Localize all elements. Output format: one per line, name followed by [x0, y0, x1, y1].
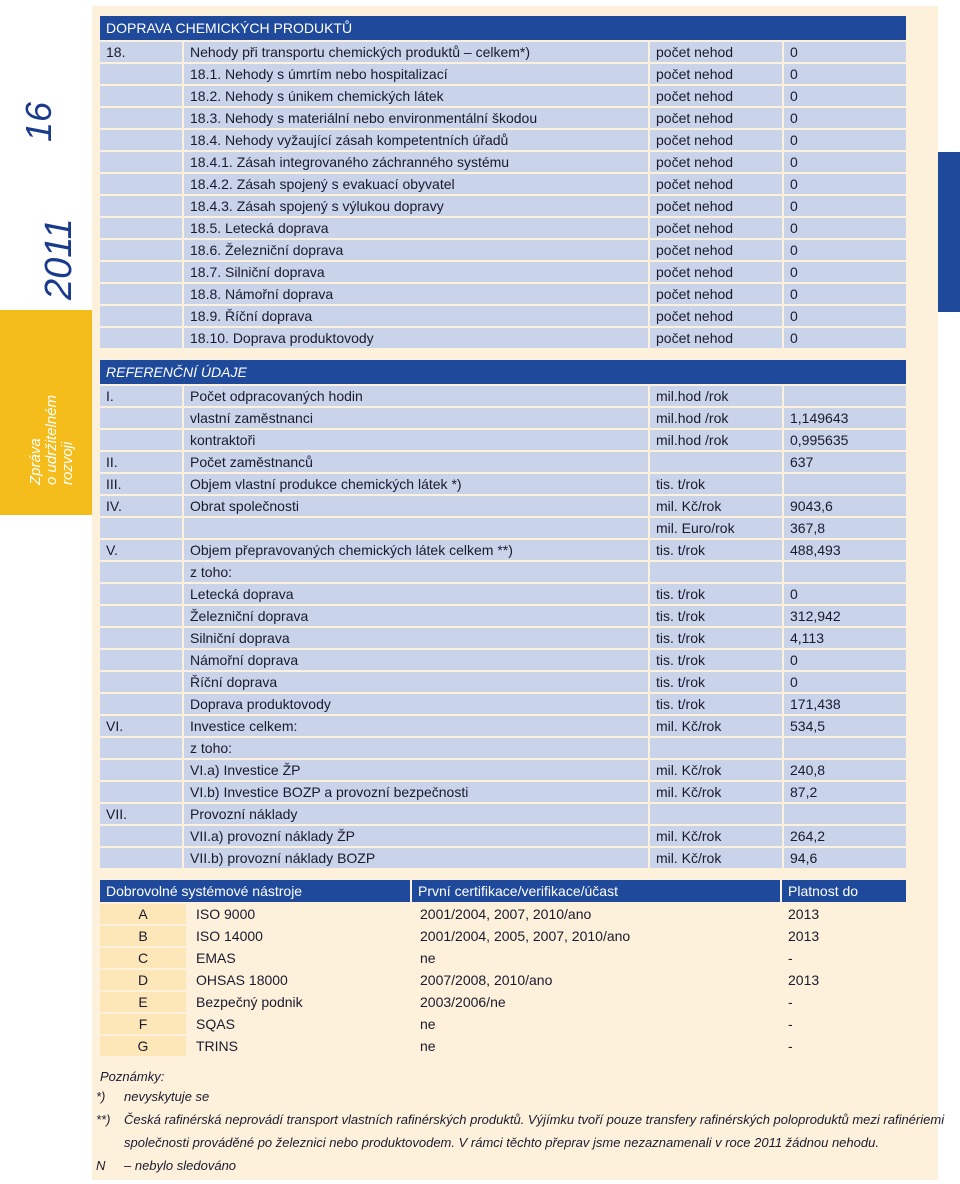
row-unit: počet nehod [650, 64, 782, 84]
row-value: 312,942 [784, 606, 906, 626]
table-row [100, 694, 906, 714]
row-label: z toho: [184, 738, 648, 758]
row-value: 87,2 [784, 782, 906, 802]
table-row [100, 496, 906, 516]
notes-title: Poznámky: [100, 1069, 165, 1084]
row-value: 367,8 [784, 518, 906, 538]
table-row [100, 738, 906, 758]
row-unit: počet nehod [650, 42, 782, 62]
system-name: EMAS [188, 948, 410, 968]
section-title-transport: DOPRAVA CHEMICKÝCH PRODUKTŮ [100, 16, 906, 40]
report-title [28, 395, 76, 485]
row-label: VI.a) Investice ŽP [184, 760, 648, 780]
row-unit: počet nehod [650, 284, 782, 304]
system-letter: A [100, 904, 186, 924]
row-label [184, 518, 648, 538]
row-label: z toho: [184, 562, 648, 582]
table-row [100, 386, 906, 406]
page-number: 16 [18, 101, 59, 142]
row-unit: tis. t/rok [650, 650, 782, 670]
row-value: 0 [784, 42, 906, 62]
row-unit: počet nehod [650, 218, 782, 238]
row-number [100, 650, 182, 670]
row-value: 264,2 [784, 826, 906, 846]
content-area [92, 6, 945, 1180]
table-row [100, 518, 906, 538]
system-validity: - [782, 1014, 906, 1034]
note-mark: **) [96, 1112, 111, 1127]
row-number [100, 306, 182, 326]
table-row [100, 408, 906, 428]
system-name: Bezpečný podnik [188, 992, 410, 1012]
table-row [100, 782, 906, 802]
row-unit: počet nehod [650, 306, 782, 326]
row-unit: mil. Kč/rok [650, 848, 782, 868]
table-row [100, 284, 906, 304]
row-number [100, 86, 182, 106]
table-row [100, 760, 906, 780]
row-label: 18.4.1. Zásah integrovaného záchranného systému [184, 152, 648, 172]
row-unit: počet nehod [650, 196, 782, 216]
row-label: Silniční doprava [184, 628, 648, 648]
system-validity: 2013 [782, 970, 906, 990]
row-label: 18.4. Nehody vyžaující zásah kompetentních úřadů [184, 130, 648, 150]
row-value: 0 [784, 240, 906, 260]
systems-header-instruments: Dobrovolné systémové nástroje [100, 880, 410, 902]
system-validity: 2013 [782, 904, 906, 924]
row-unit: tis. t/rok [650, 694, 782, 714]
table-row [100, 628, 906, 648]
row-number [100, 196, 182, 216]
system-validity: - [782, 1036, 906, 1056]
row-label: Investice celkem: [184, 716, 648, 736]
system-certification: ne [412, 948, 780, 968]
row-label: Železniční doprava [184, 606, 648, 626]
row-value: 0 [784, 108, 906, 128]
row-number: 18. [100, 42, 182, 62]
table-row [100, 86, 906, 106]
row-number [100, 760, 182, 780]
table-row [100, 306, 906, 326]
row-number [100, 738, 182, 758]
system-certification: ne [412, 1036, 780, 1056]
table-row [100, 606, 906, 626]
row-unit: počet nehod [650, 174, 782, 194]
row-value: 0 [784, 130, 906, 150]
row-unit: tis. t/rok [650, 628, 782, 648]
row-unit [650, 452, 782, 472]
row-unit: tis. t/rok [650, 606, 782, 626]
system-name: ISO 9000 [188, 904, 410, 924]
row-number [100, 328, 182, 348]
table-row [100, 152, 906, 172]
page-number-container [8, 30, 88, 190]
row-label: VI.b) Investice BOZP a provozní bezpečnosti [184, 782, 648, 802]
report-title-line: Zpráva [27, 438, 44, 485]
row-label: Provozní náklady [184, 804, 648, 824]
right-accent-band [938, 152, 960, 312]
row-value: 488,493 [784, 540, 906, 560]
table-row [100, 540, 906, 560]
system-letter: F [100, 1014, 186, 1034]
row-label: 18.1. Nehody s úmrtím nebo hospitalizací [184, 64, 648, 84]
row-unit: počet nehod [650, 86, 782, 106]
row-value: 0 [784, 650, 906, 670]
row-value: 9043,6 [784, 496, 906, 516]
table-row [100, 474, 906, 494]
system-letter: G [100, 1036, 186, 1056]
row-number [100, 694, 182, 714]
row-unit: mil.hod /rok [650, 430, 782, 450]
table-row [100, 262, 906, 282]
row-number [100, 518, 182, 538]
report-title-line: rozvoji [59, 441, 76, 485]
system-certification: 2001/2004, 2007, 2010/ano [412, 904, 780, 924]
row-value: 534,5 [784, 716, 906, 736]
system-name: SQAS [188, 1014, 410, 1034]
row-value: 0 [784, 174, 906, 194]
row-label: 18.10. Doprava produktovody [184, 328, 648, 348]
system-letter: E [100, 992, 186, 1012]
row-number [100, 562, 182, 582]
row-number: V. [100, 540, 182, 560]
table-row [100, 64, 906, 84]
note-mark: N [96, 1158, 106, 1173]
row-unit: mil.hod /rok [650, 408, 782, 428]
note-text: nevyskytuje se [124, 1089, 210, 1104]
row-value: 171,438 [784, 694, 906, 714]
table-row [100, 174, 906, 194]
row-unit: mil. Kč/rok [650, 716, 782, 736]
system-certification: 2007/2008, 2010/ano [412, 970, 780, 990]
row-label: 18.9. Říční doprava [184, 306, 648, 326]
row-unit: počet nehod [650, 240, 782, 260]
row-number: IV. [100, 496, 182, 516]
row-label: 18.6. Železniční doprava [184, 240, 648, 260]
row-number [100, 606, 182, 626]
row-number: II. [100, 452, 182, 472]
table-row [100, 108, 906, 128]
row-label: 18.4.2. Zásah spojený s evakuací obyvatel [184, 174, 648, 194]
row-value: 94,6 [784, 848, 906, 868]
row-value: 0 [784, 262, 906, 282]
row-unit: mil. Kč/rok [650, 826, 782, 846]
row-value: 0 [784, 328, 906, 348]
row-value: 4,113 [784, 628, 906, 648]
row-unit: mil. Kč/rok [650, 760, 782, 780]
row-label: Říční doprava [184, 672, 648, 692]
sidebar-bottom [0, 310, 92, 515]
row-label: Nehody při transportu chemických produktů – celkem*) [184, 42, 648, 62]
row-unit: mil. Kč/rok [650, 782, 782, 802]
table-row [100, 42, 906, 62]
row-number [100, 152, 182, 172]
table-row [100, 672, 906, 692]
table-row [100, 584, 906, 604]
row-number [100, 262, 182, 282]
row-label: Objem přepravovaných chemických látek celkem **) [184, 540, 648, 560]
row-number: VI. [100, 716, 182, 736]
row-value: 0 [784, 196, 906, 216]
row-number [100, 130, 182, 150]
system-name: TRINS [188, 1036, 410, 1056]
row-number [100, 64, 182, 84]
note-text: Česká rafinérská neprovádí transport vlastních rafinérských produktů. Výjímku tvoří pouze transfery rafinérských poloproduktů mezi rafinériemi [124, 1112, 945, 1127]
row-label: Námořní doprava [184, 650, 648, 670]
row-label: VII.a) provozní náklady ŽP [184, 826, 648, 846]
row-label: Objem vlastní produkce chemických látek *) [184, 474, 648, 494]
row-value: 637 [784, 452, 906, 472]
system-validity: - [782, 992, 906, 1012]
row-value: 0 [784, 672, 906, 692]
systems-header-validity: Platnost do [782, 880, 906, 902]
row-number [100, 240, 182, 260]
row-value [784, 386, 906, 406]
row-number [100, 284, 182, 304]
systems-header-certification: První certifikace/verifikace/účast [412, 880, 780, 902]
row-label: 18.7. Silniční doprava [184, 262, 648, 282]
table-row [100, 196, 906, 216]
table-row [100, 804, 906, 824]
table-row [100, 716, 906, 736]
row-label: 18.2. Nehody s únikem chemických látek [184, 86, 648, 106]
table-row [100, 218, 906, 238]
system-name: ISO 14000 [188, 926, 410, 946]
system-certification: 2001/2004, 2005, 2007, 2010/ano [412, 926, 780, 946]
row-value [784, 562, 906, 582]
row-unit [650, 804, 782, 824]
row-value [784, 474, 906, 494]
row-unit: počet nehod [650, 108, 782, 128]
row-value: 0 [784, 306, 906, 326]
table-row [100, 826, 906, 846]
row-unit: mil. Euro/rok [650, 518, 782, 538]
row-label: 18.5. Letecká doprava [184, 218, 648, 238]
row-number: I. [100, 386, 182, 406]
row-unit: počet nehod [650, 262, 782, 282]
table-row [100, 562, 906, 582]
row-label: Letecká doprava [184, 584, 648, 604]
report-title-line: o udržitelném [43, 394, 60, 485]
row-value: 0 [784, 584, 906, 604]
note-mark: *) [96, 1089, 106, 1104]
note-text: společnosti prováděné po železnici nebo produktovodem. V rámci těchto přeprav jsme nezaznamenali v roce 2011 žádnou nehodu. [124, 1135, 879, 1150]
row-number [100, 826, 182, 846]
row-label: 18.4.3. Zásah spojený s výlukou dopravy [184, 196, 648, 216]
row-label: 18.3. Nehody s materiální nebo environmentální škodou [184, 108, 648, 128]
row-number [100, 408, 182, 428]
system-letter: C [100, 948, 186, 968]
system-name: OHSAS 18000 [188, 970, 410, 990]
row-value [784, 804, 906, 824]
row-label: Doprava produktovody [184, 694, 648, 714]
row-value: 1,149643 [784, 408, 906, 428]
row-number [100, 628, 182, 648]
row-unit: tis. t/rok [650, 474, 782, 494]
row-value: 240,8 [784, 760, 906, 780]
row-unit: počet nehod [650, 152, 782, 172]
row-value: 0 [784, 284, 906, 304]
row-number [100, 174, 182, 194]
row-unit: tis. t/rok [650, 540, 782, 560]
row-unit: mil. Kč/rok [650, 496, 782, 516]
row-unit: tis. t/rok [650, 584, 782, 604]
row-unit: počet nehod [650, 130, 782, 150]
row-value [784, 738, 906, 758]
table-row [100, 130, 906, 150]
row-label: kontraktoři [184, 430, 648, 450]
system-certification: 2003/2006/ne [412, 992, 780, 1012]
table-row [100, 452, 906, 472]
row-value: 0 [784, 218, 906, 238]
row-number: VII. [100, 804, 182, 824]
table-row [100, 848, 906, 868]
row-unit: tis. t/rok [650, 672, 782, 692]
table-row [100, 650, 906, 670]
row-value: 0 [784, 64, 906, 84]
report-year: 2011 [38, 218, 80, 300]
row-label: Obrat společnosti [184, 496, 648, 516]
row-number [100, 782, 182, 802]
row-label: vlastní zaměstnanci [184, 408, 648, 428]
note-text: – nebylo sledováno [124, 1158, 237, 1173]
row-label: VII.b) provozní náklady BOZP [184, 848, 648, 868]
table-row [100, 328, 906, 348]
row-unit [650, 738, 782, 758]
row-label: Počet zaměstnanců [184, 452, 648, 472]
section-title-reference: REFERENČNÍ ÚDAJE [100, 360, 906, 384]
row-unit: počet nehod [650, 328, 782, 348]
system-letter: B [100, 926, 186, 946]
row-number [100, 848, 182, 868]
row-label: 18.8. Námořní doprava [184, 284, 648, 304]
row-number: III. [100, 474, 182, 494]
row-number [100, 584, 182, 604]
row-unit: mil.hod /rok [650, 386, 782, 406]
row-label: Počet odpracovaných hodin [184, 386, 648, 406]
row-number [100, 672, 182, 692]
row-number [100, 108, 182, 128]
table-row [100, 430, 906, 450]
system-certification: ne [412, 1014, 780, 1034]
row-value: 0 [784, 152, 906, 172]
row-number [100, 430, 182, 450]
row-unit [650, 562, 782, 582]
row-number [100, 218, 182, 238]
row-value: 0,995635 [784, 430, 906, 450]
row-value: 0 [784, 86, 906, 106]
system-validity: 2013 [782, 926, 906, 946]
system-letter: D [100, 970, 186, 990]
table-row [100, 240, 906, 260]
system-validity: - [782, 948, 906, 968]
